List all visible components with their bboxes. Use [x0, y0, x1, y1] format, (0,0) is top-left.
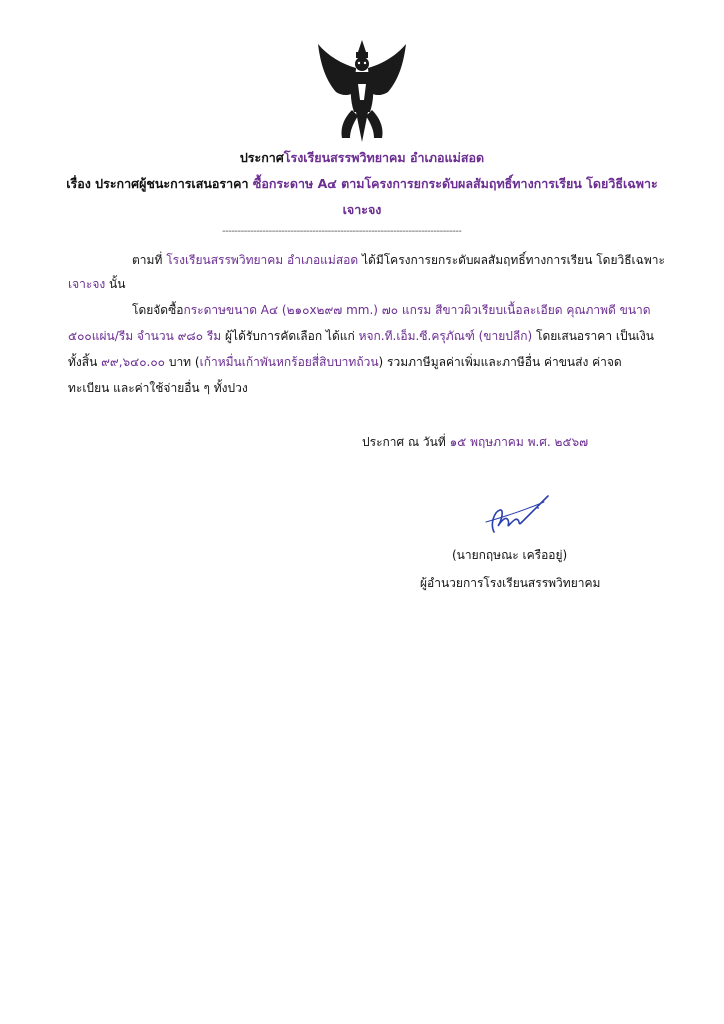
- announcement-date: ๑๕ พฤษภาคม พ.ศ. ๒๕๖๗: [449, 435, 589, 449]
- p1-rest: ได้มีโครงการยกระดับผลสัมฤทธิ์ทางการเรียน โดยวิธีเฉพาะ: [361, 253, 665, 267]
- p1-line2-highlight: เจาะจง: [68, 277, 106, 291]
- subject-item: ซื้อกระดาษ A๔ ตามโครงการยกระดับผลสัมฤทธิ์ทางการเรียน โดยวิธีเฉพาะ: [252, 176, 658, 191]
- p2-quantity: ๕๐๐แผ่น/รีม จำนวน ๙๘๐ รีม: [68, 329, 222, 343]
- p2-amount-text: เก้าหมื่นเก้าพันหกร้อยสี่สิบบาทถ้วน: [199, 355, 379, 369]
- paragraph-2-line-3: [68, 354, 622, 370]
- subject-line: [60, 174, 664, 194]
- paragraph-2-line-1: [132, 302, 651, 318]
- p2-intro: โดยจัดซื้อ: [132, 303, 184, 317]
- signatory-name: (นายกฤษณะ เครืออยู่): [452, 548, 568, 562]
- subject-label: เรื่อง ประกาศผู้ชนะการเสนอราคา: [66, 176, 249, 191]
- signatory-position: ผู้อำนวยการโรงเรียนสรรพวิทยาคม: [420, 576, 601, 590]
- p2-line2-mid: ผู้ได้รับการคัดเลือก ได้แก่: [221, 329, 359, 343]
- subject-item-continued: เจาะจง: [342, 202, 382, 217]
- announcement-prefix: ประกาศ: [239, 150, 284, 165]
- announcement-title: [0, 148, 724, 168]
- handwritten-signature: [480, 492, 552, 540]
- p1-line2-rest: นั้น: [105, 277, 126, 291]
- p2-line3-start: ทั้งสิ้น: [68, 355, 102, 369]
- p2-item: กระดาษขนาด A๔ (๒๑๐x๒๙๗ mm.) ๗๐ แกรม สีขาวผิวเรียบเนื้อละเอียด คุณภาพดี ขนาด: [183, 303, 651, 317]
- p2-amount: ๙๙,๖๔๐.๐๐: [101, 355, 166, 369]
- p1-intro: ตามที่: [132, 253, 163, 267]
- date-prefix: ประกาศ ณ วันที่: [362, 435, 450, 449]
- paragraph-2-line-4: ทะเบียน และค่าใช้จ่ายอื่น ๆ ทั้งปวง: [68, 381, 248, 395]
- date-line: [362, 434, 588, 450]
- paragraph-1-line-1: [132, 252, 665, 268]
- garuda-emblem-icon: [312, 38, 412, 144]
- p1-school: โรงเรียนสรรพวิทยาคม อำเภอแม่สอด: [166, 253, 359, 267]
- school-name: โรงเรียนสรรพวิทยาคม อำเภอแม่สอด: [283, 150, 485, 165]
- paragraph-1-line-2: [68, 276, 125, 292]
- p2-vendor: หจก.ที.เอ็ม.ซี.ครุภัณฑ์ (ขายปลีก): [358, 329, 533, 343]
- p2-line3-end: ) รวมภาษีมูลค่าเพิ่มและภาษีอื่น ค่าขนส่ง ค่าจด: [378, 355, 622, 369]
- p2-line3-mid: บาท (: [165, 355, 200, 369]
- paragraph-2-line-2: [68, 328, 654, 344]
- p2-line2-end: โดยเสนอราคา เป็นเงิน: [532, 329, 654, 343]
- divider: -----------------------------------------------------------------------------: [222, 226, 462, 237]
